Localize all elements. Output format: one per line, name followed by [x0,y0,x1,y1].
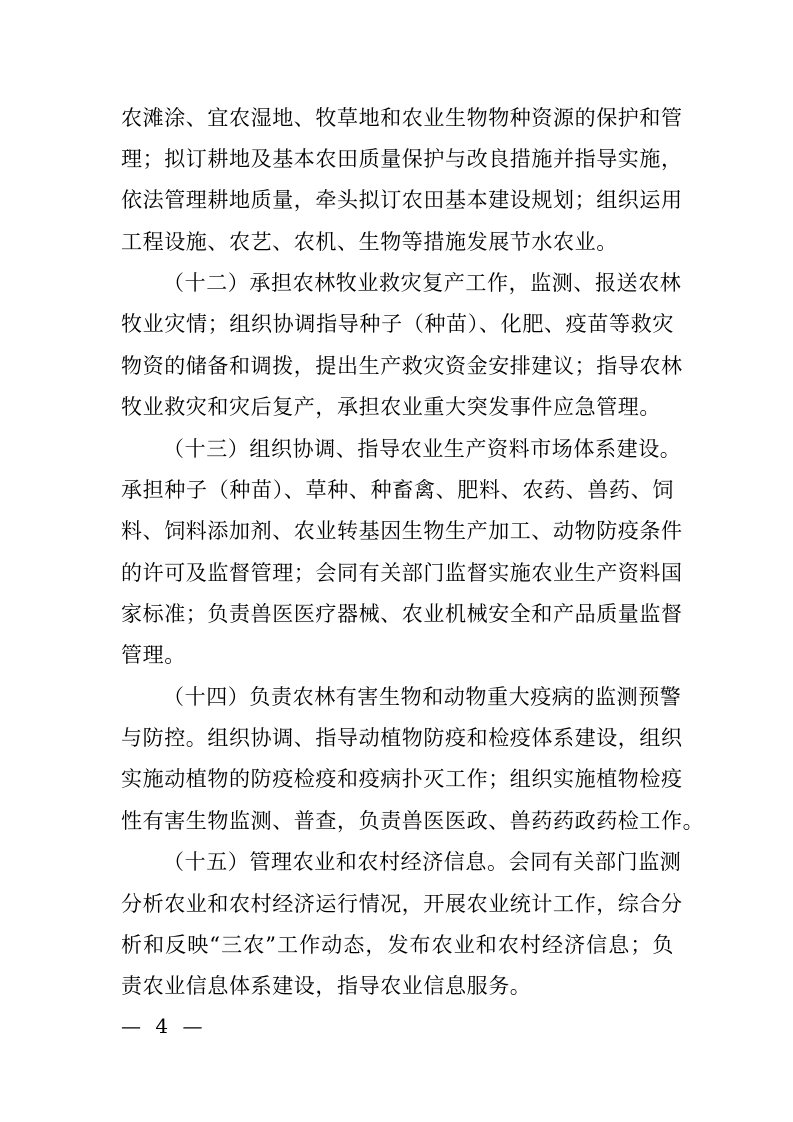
section-heading-line: （十二）承担农林牧业救灾复产工作，监测、报送农林 [163,271,682,296]
text-line: 责农业信息体系建设，指导农业信息服务。 [121,974,532,999]
section-heading-line: （十四）负责农林有害生物和动物重大疫病的监测预警 [163,684,682,709]
text-line: 管理。 [121,643,186,668]
text-line: 工程设施、农艺、农机、生物等措施发展节水农业。 [121,229,618,254]
section-heading-line: （十五）管理农业和农村经济信息。会同有关部门监测 [163,850,682,875]
text-line: 的许可及监督管理；会同有关部门监督实施农业生产资料国 [121,560,683,585]
page-number: — 4 — [121,1014,207,1038]
text-line: 家标准；负责兽医医疗器械、农业机械安全和产品质量监督 [121,602,683,626]
text-line: 承担种子（种苗）、草种、种畜禽、肥料、农药、兽药、饲 [121,477,674,502]
text-line: 农滩涂、宜农湿地、牧草地和农业生物物种资源的保护和管 [121,105,683,130]
text-line: 分析农业和农村经济运行情况，开展农业统计工作，综合分 [121,891,683,916]
text-line: 析和反映“三农”工作动态，发布农业和农村经济信息；负 [121,932,674,957]
text-line: 料、饲料添加剂、农业转基因生物生产加工、动物防疫条件 [121,519,683,544]
section-heading-line: （十三）组织协调、指导农业生产资料市场体系建设。 [163,436,682,461]
text-line: 依法管理耕地质量，牵头拟订农田基本建设规划；组织运用 [121,188,683,213]
text-line: 牧业救灾和灾后复产，承担农业重大突发事件应急管理。 [121,395,661,420]
text-line: 物资的储备和调拨，提出生产救灾资金安排建议；指导农林 [121,353,683,378]
text-line: 理；拟订耕地及基本农田质量保护与改良措施并指导实施， [121,147,683,172]
text-line: 牧业灾情；组织协调指导种子（种苗）、化肥、疫苗等救灾 [121,312,674,337]
text-line: 性有害生物监测、普查，负责兽医医政、兽药药政药检工作。 [121,808,705,833]
text-line: 实施动植物的防疫检疫和疫病扑灭工作；组织实施植物检疫 [121,767,683,792]
text-line: 与防控。组织协调、指导动植物防疫和检疫体系建设，组织 [121,726,683,751]
